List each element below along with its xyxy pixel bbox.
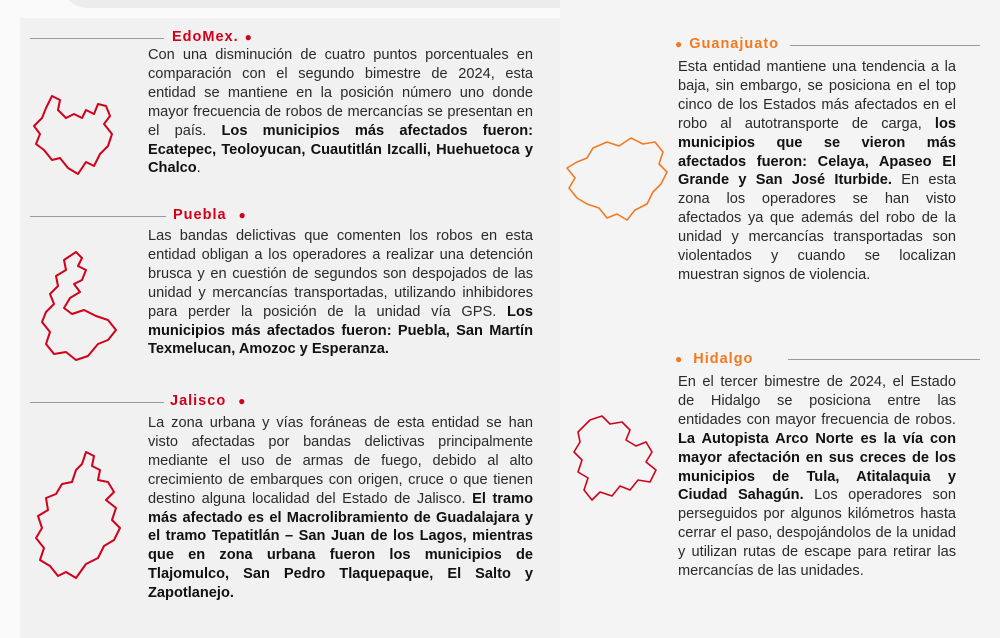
puebla-heading [173,207,247,223]
jalisco-rule [30,402,164,403]
bullet-icon: ● [675,37,684,51]
guanajuato-title: Guanajuato [689,36,780,52]
guanajuato-tail: En esta zona los operadores se han visto afectados ya que además del robo de la unidad y mercancías transportadas son violentados y cuando se localizan muestran signos de violencia. [678,172,956,283]
puebla-map-icon [36,248,126,368]
guanajuato-text: Esta entidad mantiene una tendencia a la baja, sin embargo, se posiciona en el top cinco de los Estados más afectados en el robo al autotransporte de carga, [678,59,956,132]
edomex-bold: Los municipios más afectados fueron: Ecatepec, Teoloyucan, Cuautitlán Izcalli, Huehuetoca y Chalco [148,122,534,177]
bullet-icon: ● [675,352,684,366]
edomex-tail: . [196,160,201,177]
hidalgo-tail: Los operadores son perseguidos por algunos kilómetros hasta cerrar el paso, despojándolos de la unidad y utilizan rutas de escape para retirar las mercancías de las unidades. [678,487,956,580]
hidalgo-rule [788,359,980,360]
edomex-paragraph [148,46,533,178]
jalisco-map-icon [28,448,133,588]
hidalgo-paragraph [678,373,956,581]
jalisco-paragraph [148,414,533,603]
edomex-heading [172,29,253,45]
edomex-title: EdoMex. [172,29,239,45]
hidalgo-map-icon [566,412,666,512]
hidalgo-heading [675,351,753,367]
puebla-rule [30,216,166,217]
bullet-icon: ● [238,208,247,222]
jalisco-text: La zona urbana y vías foráneas de esta entidad se han visto afectadas por bandas delictivas principalmente mediante el uso de armas de fuego, debido al alto crecimiento de embarques con origen, cruce o que tienen destino alguna localidad del Estado de Jalisco. [148,415,533,507]
bullet-icon: ● [238,394,247,408]
hidalgo-title: Hidalgo [693,351,754,367]
hidalgo-bold: La Autopista Arco Norte es la vía con mayor afectación en sus creces de los municipios de Tula, Atitalaquia y Ciudad Sahagún. [678,430,956,504]
edomex-text: Con una disminución de cuatro puntos porcentuales en comparación con el segundo bimestre de 2024, esta entidad se mantiene en la posición número uno donde mayor frecuencia de robos de mercancías se presentan en el país. [148,47,533,139]
guanajuato-bold: los municipios que se vieron más afectados fueron: Celaya, Apaseo El Grande y San José Iturbide. [678,115,956,189]
puebla-paragraph [148,227,533,359]
jalisco-heading [170,393,246,409]
puebla-bold: Los municipios más afectados fueron: Puebla, San Martín Texmelucan, Amozoc y Esperanza. [148,303,533,358]
jalisco-bold: El tramo más afectado es el Macrolibramiento de Guadalajara y el tramo Tepatitlán – San Juan de los Lagos, mientras que en zona urbana fueron los municipios de Tlajomulco, San Pedro Tlaquepaque, El Salto y Zapotlanejo. [148,490,533,602]
guanajuato-paragraph [678,58,956,285]
jalisco-title: Jalisco [170,393,227,409]
guanajuato-heading [675,36,779,52]
edomex-map-icon [30,88,130,183]
puebla-title: Puebla [173,207,227,223]
puebla-text: Las bandas delictivas que comenten los robos en esta entidad obligan a los operadores a realizar una detención brusca y en cuestión de segundos son despojados de las unidad y mercancías transportadas, utilizando inhibidores para perder la posición de la unidad vía GPS. [148,228,533,320]
bullet-icon: ● [244,30,253,44]
guanajuato-map-icon [563,128,673,228]
guanajuato-rule [790,45,980,46]
edomex-rule [30,38,164,39]
hidalgo-text: En el tercer bimestre de 2024, el Estado de Hidalgo se posiciona entre las entidades con mayor frecuencia de robos. [678,374,956,428]
